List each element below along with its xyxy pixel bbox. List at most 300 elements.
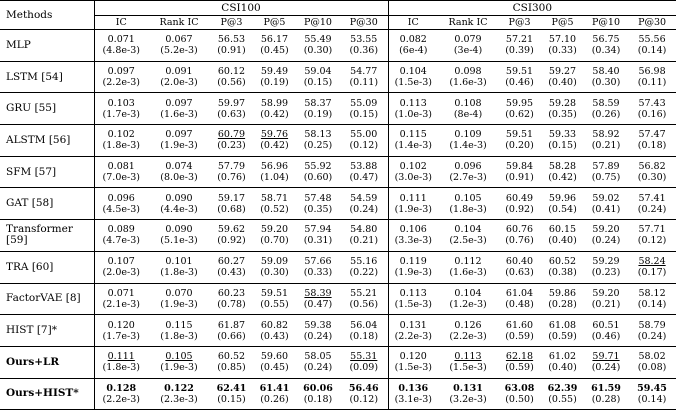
metric-value: 59.38: [304, 319, 332, 331]
metric-std: (0.43): [217, 267, 246, 279]
metric-cell: [388, 30, 438, 62]
method-name: [0, 283, 94, 315]
metric-cell: [438, 93, 498, 125]
metric-value: 59.20: [592, 224, 620, 236]
metric-value: 0.106: [399, 224, 427, 236]
metric-cell: [94, 188, 148, 220]
metric-std: (0.91): [217, 45, 246, 57]
metric-value: 0.109: [454, 129, 482, 141]
metric-cell: [498, 125, 541, 157]
metric-std: (1.9e-3): [160, 298, 198, 310]
metric-value: 0.096: [107, 192, 135, 204]
metric-std: (0.30): [260, 267, 289, 279]
metric-cell: [584, 61, 628, 93]
metric-cell: [541, 315, 584, 347]
metric-cell: [253, 125, 296, 157]
metric-cell: [628, 61, 676, 93]
metric-std: (1.8e-3): [449, 203, 487, 215]
metric-cell: [498, 315, 541, 347]
metric-cell: [541, 188, 584, 220]
metric-value: 57.41: [638, 192, 666, 204]
metric-value: 56.46: [348, 382, 379, 394]
metric-std: (3e-4): [453, 45, 483, 57]
metric-value: 53.55: [350, 34, 378, 46]
metric-value: 55.16: [350, 256, 378, 268]
metric-std: (0.91): [505, 172, 534, 184]
metric-std: (1.6e-3): [160, 108, 198, 120]
metric-value: 0.071: [107, 34, 135, 46]
metric-value: 61.04: [505, 287, 534, 299]
metric-value: 58.71: [260, 192, 289, 204]
metric-value: 0.131: [453, 382, 483, 394]
metric-cell: [340, 315, 388, 347]
metric-cell: [541, 283, 584, 315]
metric-std: (2.2e-3): [394, 330, 432, 342]
metric-std: (0.18): [349, 330, 379, 342]
metric-cell: [148, 378, 210, 410]
metric-value: 58.99: [260, 97, 289, 109]
metric-std: (0.23): [591, 267, 621, 279]
column-header: Rank IC: [159, 17, 199, 28]
metric-cell: [628, 220, 676, 252]
metric-cell: [94, 30, 148, 62]
metric-value: 60.51: [592, 319, 620, 331]
column-header: P@10: [592, 17, 620, 28]
metric-std: (1.8e-3): [102, 362, 140, 374]
metric-std: (0.09): [349, 362, 379, 374]
metric-value: 0.128: [106, 382, 137, 394]
metric-std: (0.24): [637, 203, 667, 215]
metric-value: 59.49: [260, 66, 289, 78]
metric-value: 0.097: [107, 66, 135, 78]
table-row: [0, 220, 676, 252]
metric-std: (0.22): [349, 267, 379, 279]
metric-value: 59.28: [548, 97, 577, 109]
metric-std: (0.60): [303, 172, 333, 184]
metric-cell: [498, 251, 541, 283]
metric-cell: [94, 378, 148, 410]
metric-value: 0.111: [107, 351, 135, 363]
metric-std: (1.0e-3): [394, 108, 432, 120]
metric-cell: [296, 30, 340, 62]
metric-cell: [498, 93, 541, 125]
metric-cell: [628, 188, 676, 220]
metric-value: 60.82: [260, 319, 289, 331]
metric-cell: [340, 188, 388, 220]
method-label: ALSTM [56]: [6, 133, 71, 146]
metric-std: (0.24): [349, 203, 379, 215]
method-name: [0, 346, 94, 378]
metric-value: 55.09: [350, 97, 378, 109]
metric-cell: [541, 125, 584, 157]
metric-std: (0.18): [637, 140, 667, 152]
metric-std: (2.2e-3): [449, 330, 487, 342]
metric-cell: [94, 315, 148, 347]
metric-std: (0.35): [548, 108, 577, 120]
metric-cell: [210, 30, 253, 62]
metric-std: (2.5e-3): [449, 235, 487, 247]
metric-value: 59.27: [548, 66, 577, 78]
metric-std: (1.6e-3): [449, 267, 487, 279]
column-header: P@10: [304, 17, 332, 28]
metric-std: (0.55): [260, 298, 289, 310]
metric-value: 0.103: [107, 97, 135, 109]
metric-cell: [388, 283, 438, 315]
table-row: [0, 188, 676, 220]
metric-value: 59.51: [505, 129, 534, 141]
metric-std: (8e-4): [453, 108, 483, 120]
metric-value: 58.39: [304, 287, 332, 299]
metric-cell: [148, 283, 210, 315]
metric-cell: [340, 30, 388, 62]
metric-cell: [94, 346, 148, 378]
metric-std: (0.14): [637, 298, 667, 310]
metric-value: 56.04: [350, 319, 378, 331]
method-name: [0, 61, 94, 93]
metric-value: 0.101: [165, 256, 193, 268]
metric-value: 61.59: [591, 382, 621, 394]
metric-std: (0.50): [505, 393, 534, 405]
metric-value: 56.96: [260, 161, 289, 173]
group-header-csi100: CSI100: [94, 1, 388, 16]
metric-std: (1.5e-3): [394, 298, 432, 310]
metric-value: 0.067: [165, 34, 193, 46]
metric-value: 0.097: [165, 97, 193, 109]
method-label: HIST [7]*: [6, 324, 57, 337]
metric-cell: [438, 30, 498, 62]
metric-value: 0.105: [165, 351, 193, 363]
metric-cell: [253, 283, 296, 315]
metric-value: 60.15: [548, 224, 577, 236]
table-row: [0, 93, 676, 125]
metric-value: 0.113: [399, 287, 427, 299]
metric-value: 0.105: [454, 192, 482, 204]
metric-std: (0.33): [548, 45, 577, 57]
metric-std: (2.0e-3): [102, 267, 140, 279]
metric-cell: [296, 315, 340, 347]
metric-value: 62.39: [547, 382, 578, 394]
metric-cell: [628, 251, 676, 283]
method-label: FactorVAE [8]: [6, 292, 81, 305]
metric-value: 58.40: [592, 66, 620, 78]
metric-std: (6e-4): [399, 45, 428, 57]
metric-value: 0.091: [165, 66, 193, 78]
method-label: Transformer [59]: [6, 223, 73, 247]
metric-std: (2.0e-3): [160, 77, 198, 89]
metric-std: (0.38): [548, 267, 577, 279]
metric-std: (0.40): [548, 77, 577, 89]
metric-value: 59.96: [548, 192, 577, 204]
metric-value: 58.13: [304, 129, 332, 141]
metric-cell: [388, 61, 438, 93]
metric-std: (2.2e-3): [102, 393, 140, 405]
metric-cell: [210, 93, 253, 125]
metric-value: 57.21: [505, 34, 534, 46]
metric-value: 59.84: [505, 161, 534, 173]
metric-cell: [210, 346, 253, 378]
metric-cell: [296, 220, 340, 252]
metric-value: 0.111: [399, 192, 427, 204]
metric-value: 0.119: [399, 256, 427, 268]
metric-value: 0.102: [399, 161, 427, 173]
method-name: [0, 30, 94, 62]
metric-std: (1.4e-3): [394, 140, 432, 152]
metric-cell: [584, 30, 628, 62]
metric-std: (0.30): [303, 45, 333, 57]
metric-value: 54.59: [350, 192, 378, 204]
metric-std: (0.52): [260, 203, 289, 215]
metric-cell: [438, 378, 498, 410]
metric-std: (0.76): [505, 235, 534, 247]
metric-std: (0.59): [505, 362, 534, 374]
metric-value: 61.87: [217, 319, 246, 331]
metric-value: 61.08: [548, 319, 577, 331]
metric-value: 59.17: [217, 192, 246, 204]
metric-cell: [584, 188, 628, 220]
metric-value: 61.02: [548, 351, 577, 363]
metric-std: (1.7e-3): [102, 330, 140, 342]
metric-std: (0.14): [637, 45, 667, 57]
metric-std: (3.1e-3): [394, 393, 432, 405]
metric-cell: [541, 61, 584, 93]
methods-header: Methods: [0, 1, 94, 30]
metric-std: (0.45): [260, 45, 289, 57]
metric-value: 59.45: [637, 382, 667, 394]
metric-cell: [388, 346, 438, 378]
metric-value: 0.107: [107, 256, 135, 268]
metric-value: 59.60: [260, 351, 289, 363]
metric-cell: [253, 93, 296, 125]
metric-value: 0.120: [399, 351, 427, 363]
metric-std: (0.76): [217, 172, 246, 184]
metric-cell: [253, 156, 296, 188]
metric-std: (0.92): [217, 235, 246, 247]
metric-cell: [498, 378, 541, 410]
metric-cell: [94, 93, 148, 125]
metric-cell: [628, 346, 676, 378]
metric-cell: [148, 315, 210, 347]
metric-cell: [210, 378, 253, 410]
metric-value: 58.05: [304, 351, 332, 363]
metric-std: (1.04): [260, 172, 289, 184]
metric-cell: [253, 251, 296, 283]
metric-std: (4.4e-3): [160, 203, 198, 215]
metric-cell: [253, 188, 296, 220]
metric-cell: [296, 346, 340, 378]
metric-value: 0.113: [454, 351, 482, 363]
metric-std: (0.63): [217, 108, 246, 120]
metric-std: (0.24): [303, 330, 333, 342]
metric-cell: [296, 188, 340, 220]
metric-std: (0.16): [637, 108, 667, 120]
metric-value: 60.06: [303, 382, 333, 394]
column-header: P@3: [220, 17, 243, 28]
metric-std: (0.24): [591, 362, 621, 374]
metric-cell: [438, 188, 498, 220]
metric-value: 0.108: [454, 97, 482, 109]
metric-std: (1.5e-3): [394, 77, 432, 89]
metric-std: (0.11): [637, 77, 667, 89]
metric-cell: [94, 156, 148, 188]
metric-std: (0.70): [260, 235, 289, 247]
metric-cell: [388, 93, 438, 125]
metric-std: (7.0e-3): [102, 172, 140, 184]
metric-cell: [584, 125, 628, 157]
metric-value: 60.52: [548, 256, 577, 268]
metric-cell: [94, 61, 148, 93]
metric-value: 55.21: [350, 287, 378, 299]
metric-cell: [584, 315, 628, 347]
metric-std: (0.63): [505, 267, 534, 279]
method-label: LSTM [54]: [6, 70, 63, 83]
metric-std: (0.20): [505, 140, 534, 152]
metric-cell: [296, 378, 340, 410]
metric-std: (0.30): [591, 77, 621, 89]
metric-std: (1.9e-3): [394, 267, 432, 279]
metric-std: (0.11): [349, 77, 379, 89]
metric-value: 0.074: [165, 161, 193, 173]
metric-value: 59.51: [505, 66, 534, 78]
metric-cell: [253, 30, 296, 62]
metric-value: 60.12: [217, 66, 246, 78]
metric-std: (0.31): [303, 235, 333, 247]
metric-cell: [296, 61, 340, 93]
metric-std: (4.5e-3): [102, 203, 140, 215]
metric-std: (0.59): [505, 330, 534, 342]
metric-value: 0.115: [399, 129, 427, 141]
metric-cell: [584, 93, 628, 125]
metric-cell: [148, 30, 210, 62]
metric-value: 60.79: [217, 129, 246, 141]
method-name: [0, 93, 94, 125]
method-name: [0, 220, 94, 252]
metric-value: 0.113: [399, 97, 427, 109]
metric-std: (4.8e-3): [102, 45, 140, 57]
metric-value: 56.75: [592, 34, 620, 46]
metric-std: (1.8e-3): [160, 330, 198, 342]
metric-std: (0.21): [349, 235, 379, 247]
metric-std: (0.42): [548, 172, 577, 184]
metric-std: (0.45): [260, 362, 289, 374]
metric-cell: [541, 30, 584, 62]
metric-value: 62.41: [216, 382, 247, 394]
method-name: [0, 315, 94, 347]
method-label: SFM [57]: [6, 165, 57, 178]
column-header: Rank IC: [448, 17, 488, 28]
metric-std: (0.24): [591, 235, 621, 247]
metric-std: (0.75): [591, 172, 621, 184]
method-name: [0, 188, 94, 220]
metric-value: 59.51: [260, 287, 289, 299]
metric-value: 59.09: [260, 256, 289, 268]
metric-value: 57.66: [304, 256, 332, 268]
metric-cell: [628, 156, 676, 188]
table-row: [0, 251, 676, 283]
metric-cell: [253, 346, 296, 378]
column-header: IC: [388, 16, 438, 30]
metric-cell: [340, 346, 388, 378]
metric-value: 0.115: [165, 319, 193, 331]
metric-value: 0.090: [165, 224, 193, 236]
metric-std: (0.14): [637, 393, 667, 405]
metric-value: 62.18: [505, 351, 534, 363]
metric-value: 59.04: [304, 66, 332, 78]
metric-value: 61.41: [259, 382, 290, 394]
metric-value: 59.62: [217, 224, 246, 236]
metric-cell: [296, 283, 340, 315]
metric-value: 58.12: [638, 287, 666, 299]
metric-std: (0.24): [637, 330, 667, 342]
metric-cell: [628, 93, 676, 125]
metric-cell: [628, 283, 676, 315]
metric-cell: [253, 378, 296, 410]
metric-std: (3.0e-3): [394, 172, 432, 184]
metric-value: 57.89: [592, 161, 620, 173]
metric-cell: [584, 251, 628, 283]
metric-std: (0.26): [591, 108, 621, 120]
metric-value: 0.071: [107, 287, 135, 299]
metric-std: (0.68): [217, 203, 246, 215]
metric-cell: [210, 220, 253, 252]
metric-value: 59.76: [260, 129, 289, 141]
method-label: MLP: [6, 38, 31, 51]
metric-cell: [340, 61, 388, 93]
metric-cell: [541, 93, 584, 125]
metric-cell: [340, 93, 388, 125]
metric-std: (0.34): [591, 45, 621, 57]
metric-value: 58.24: [638, 256, 666, 268]
metric-std: (2.3e-3): [160, 393, 198, 405]
metric-std: (0.26): [260, 393, 289, 405]
metric-std: (0.12): [349, 140, 379, 152]
metric-std: (1.9e-3): [160, 362, 198, 374]
metric-value: 63.08: [504, 382, 535, 394]
group-header-row: [0, 1, 676, 16]
metric-cell: [148, 188, 210, 220]
metric-std: (0.66): [217, 330, 246, 342]
metric-value: 57.43: [638, 97, 666, 109]
table-row: [0, 315, 676, 347]
metric-value: 59.29: [592, 256, 620, 268]
metric-value: 59.02: [592, 192, 620, 204]
metric-value: 56.98: [638, 66, 666, 78]
metric-cell: [210, 315, 253, 347]
metric-value: 0.136: [398, 382, 429, 394]
metric-std: (0.12): [637, 235, 667, 247]
metric-cell: [148, 61, 210, 93]
metric-std: (0.47): [349, 172, 379, 184]
metric-cell: [296, 93, 340, 125]
metric-cell: [438, 251, 498, 283]
metric-cell: [541, 346, 584, 378]
metric-value: 59.33: [548, 129, 577, 141]
metric-cell: [438, 283, 498, 315]
metric-cell: [340, 378, 388, 410]
metric-std: (0.46): [591, 330, 621, 342]
metric-std: (1.7e-3): [102, 108, 140, 120]
metric-std: (0.24): [303, 362, 333, 374]
metric-value: 58.79: [638, 319, 666, 331]
metric-std: (5.1e-3): [160, 235, 198, 247]
metric-std: (0.59): [548, 330, 577, 342]
table-row: [0, 156, 676, 188]
metric-std: (2.1e-3): [102, 298, 140, 310]
metric-std: (5.2e-3): [160, 45, 198, 57]
metric-cell: [340, 220, 388, 252]
metric-cell: [628, 378, 676, 410]
column-header: IC: [94, 16, 148, 30]
metric-value: 60.40: [505, 256, 534, 268]
